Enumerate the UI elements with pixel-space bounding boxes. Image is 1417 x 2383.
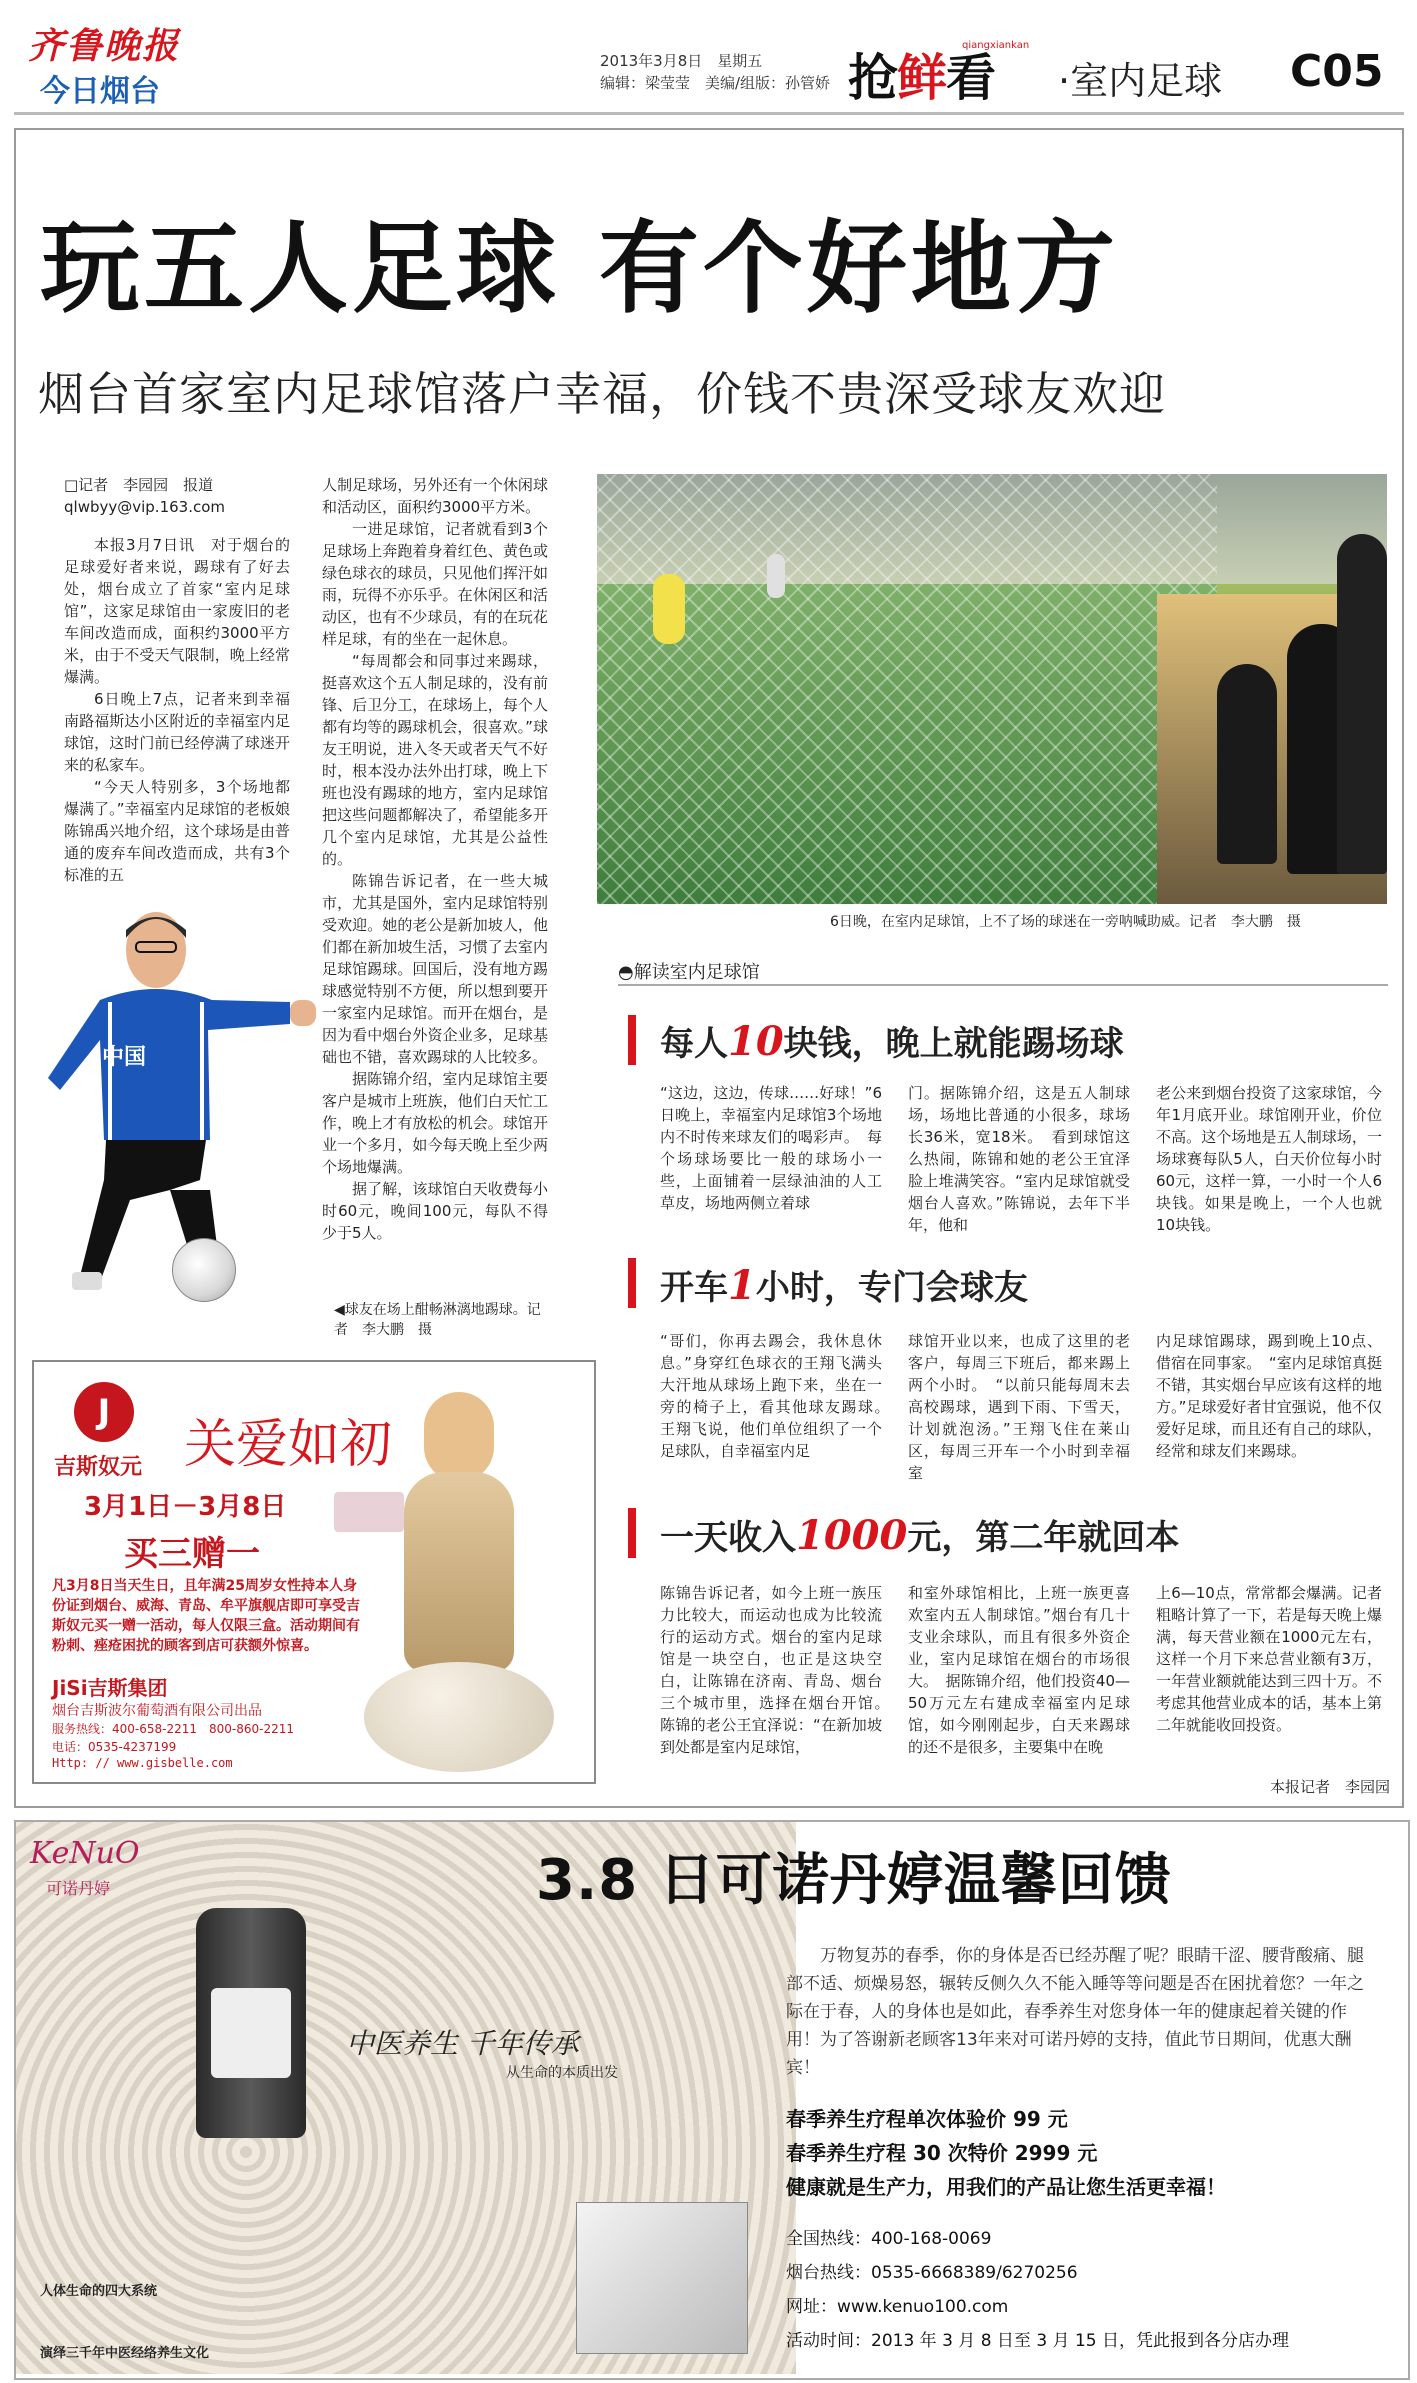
gisbelle-body: 凡3月8日当天生日，且年满25周岁女性持本人身份证到烟台、威海、青岛、牟平旗舰店即可享受吉斯奴元买一赠一活动，每人仅限三盒。活动期间有粉刺、痤疮困扰的顾客到店可获额外惊喜。 bbox=[52, 1578, 360, 1654]
paragraph: 据了解，该球馆白天收费每小时60元，晚间100元，每队不得少于5人。 bbox=[322, 1180, 548, 1242]
edition-name: 今日烟台 bbox=[40, 74, 160, 109]
article-col-1 bbox=[64, 534, 290, 886]
gisbelle-title: 关爱如初 bbox=[184, 1415, 393, 1475]
contact-value: 2013 年 3 月 8 日至 3 月 15 日，凭此报到各分店办理 bbox=[871, 2331, 1289, 2351]
gisbelle-brand: 吉斯奴元 bbox=[54, 1455, 143, 1480]
gisbelle-logo-icon: J bbox=[74, 1382, 134, 1442]
bottle-label bbox=[211, 1988, 291, 2078]
paper-name: 齐鲁晚报 bbox=[28, 25, 181, 67]
sidebar-signoff: 本报记者 李园园 bbox=[1269, 1778, 1390, 1796]
section-1-col-2: 门。据陈锦介绍，这是五人制球场，场地比普通的小很多，球场长36米，宽18米。 看到球馆这么热闹，陈锦和她的老公王宜泽脸上堆满笑容。“室内足球馆就受烟台人喜欢。”陈锦说，去年下半年，他和 bbox=[908, 1084, 1130, 1234]
contact-label: 全国热线： bbox=[786, 2229, 871, 2249]
spectator bbox=[1337, 534, 1387, 874]
kenuo-body: 万物复苏的春季，你的身体是否已经苏醒了呢？眼睛干涩、腰背酸痛、腿部不适、烦燥易怒，辗转反侧久久不能入睡等等问题是否在困扰着您？一年之际在于春，人的身体也是如此，春季养生对您身体一年的健康起着关键的作用！为了答谢新老顾客13年来对可诺丹婷的支持，值此节日期间，优惠大酬宾！ bbox=[786, 1946, 1364, 2078]
kenuo-title: 3.8 日可诺丹婷温馨回馈 bbox=[536, 1848, 1172, 1913]
contact-label: 网址： bbox=[786, 2297, 837, 2317]
gisbelle-phone: 电话：0535-4237199 bbox=[52, 1740, 177, 1754]
brand-char: 抢 bbox=[848, 49, 897, 107]
title-text: 小时，专门会球友 bbox=[755, 1268, 1028, 1308]
gisbelle-company: 烟台吉斯波尔葡萄酒有限公司出品 bbox=[52, 1703, 262, 1719]
title-text: 每人 bbox=[660, 1024, 728, 1064]
section-2-col-1: “哥们，你再去踢会，我休息休息。”身穿红色球衣的王翔飞满头大汗地从球场上跑下来，坐在一旁的椅子上，看其他球友踢球。 王翔飞说，他们单位组织了一个足球队，自幸福室内足 bbox=[660, 1332, 898, 1460]
contact-value: www.kenuo100.com bbox=[837, 2297, 1009, 2317]
gisbelle-offer: 买三赠一 bbox=[124, 1534, 260, 1574]
section-3-col-1: 陈锦告诉记者，如今上班一族压力比较大，而运动也成为比较流行的运动方式。烟台的室内足球馆是一块空白，也正是这块空白，让陈锦在济南、青岛、烟台三个城市里，选择在烟台开馆。 陈锦的老公王宜泽说：“在新加坡到处都是室内足球馆， bbox=[660, 1584, 898, 1756]
gisbelle-dates: 3月1日－3月8日 bbox=[84, 1492, 287, 1522]
paragraph: 一进足球馆，记者就看到3个足球场上奔跑着身着红色、黄色或绿色球衣的球员，只见他们挥汗如雨，玩得不亦乐乎。在休闲区和活动区，也有不少球员，有的在玩花样足球，有的坐在一起休息。 bbox=[322, 520, 548, 648]
system-tagline: 演绎三千年中医经络养生文化 bbox=[40, 2346, 210, 2361]
byline: □记者 李园园 报道 bbox=[64, 476, 214, 494]
product-giftbox bbox=[576, 2202, 748, 2354]
brand-pinyin: qiangxiankan bbox=[962, 40, 1030, 51]
title-text: 一天收入 bbox=[660, 1518, 796, 1558]
section-1-col-3: 老公来到烟台投资了这家球馆，今年1月底开业。球馆刚开业，价位不高。这个场地是五人制球场，一场球赛每队5人，白天价位每小时60元，这样一算，一小时一个人6块钱。如果是晚上，一个人也就10块钱。 bbox=[1156, 1084, 1382, 1234]
title-text: 开车 bbox=[660, 1268, 728, 1308]
soccer-ball bbox=[172, 1238, 236, 1302]
gisbelle-company-logo: JiSi吉斯集团 bbox=[52, 1676, 168, 1700]
gisbelle-url: Http: // www.gisbelle.com bbox=[52, 1756, 233, 1770]
kenuo-logo: KeNuO bbox=[30, 1836, 140, 1871]
product-box bbox=[334, 1492, 404, 1532]
main-photo-caption: 6日晚，在室内足球馆，上不了场的球迷在一旁呐喊助威。记者 李大鹏 摄 bbox=[830, 914, 1301, 930]
editors-line: 编辑：梁莹莹 美编/组版：孙管娇 bbox=[600, 74, 831, 92]
kenuo-logo-cn: 可诺丹婷 bbox=[46, 1879, 111, 1898]
model-figure bbox=[334, 1382, 584, 1772]
player-photo-caption: ◀球友在场上酣畅淋漓地踢球。记者 李大鹏 摄 bbox=[334, 1302, 541, 1338]
paragraph: “每周都会和同事过来踢球，挺喜欢这个五人制足球的，没有前锋、后卫分工，在球场上，每个人都有均等的踢球机会，很喜欢。”球友王明说，进入冬天或者天气不好时，根本没办法外出打球，晚上下班也没有踢球的地方，室内足球馆把这些问题都解决了，希望能多开几个室内足球馆，尤其是公益性的。 bbox=[322, 652, 548, 868]
section-3-col-3: 上6—10点，常常都会爆满。记者粗略计算了一下，若是每天晚上爆满，每天营业额在1000元左右，这样一个月下来总营业额有3万，一年营业额就能达到三四十万。不考虑其他营业成本的话，基本上第二年就能收回投资。 bbox=[1156, 1584, 1382, 1734]
brand-char: 看 bbox=[946, 49, 995, 107]
section-1-col-1: “这边，这边，传球……好球！”6日晚上，幸福室内足球馆3个场地内不时传来球友们的喝彩声。 每个场球场要比一般的球场小一些，上面铺着一层绿油油的人工草皮，场地两侧立着球 bbox=[660, 1084, 882, 1212]
section-title-2 bbox=[660, 1260, 1028, 1309]
kenuo-contacts bbox=[786, 2222, 1289, 2358]
sidebar-label: ◓解读室内足球馆 bbox=[618, 962, 760, 983]
title-number: 10 bbox=[728, 1018, 784, 1065]
player-white bbox=[767, 554, 785, 598]
byline-block bbox=[64, 474, 304, 518]
brand-char-red: 鲜 bbox=[897, 49, 946, 107]
section-marker bbox=[628, 1015, 636, 1065]
paragraph: 据陈锦介绍，室内足球馆主要客户是城市上班族，他们白天忙工作，晚上才有放松的机会。球馆开业一个多月，如今每天晚上至少两个场地爆满。 bbox=[322, 1070, 548, 1176]
header-rule bbox=[14, 112, 1404, 115]
byline-email: qlwbyy@vip.163.com bbox=[64, 498, 226, 516]
title-text: 块钱，晚上就能踢场球 bbox=[783, 1024, 1124, 1064]
offer-item: 春季养生疗程 30 次特价 2999 元 bbox=[786, 2141, 1098, 2165]
section-marker bbox=[628, 1258, 636, 1308]
title-number: 1 bbox=[728, 1262, 756, 1309]
contact-row bbox=[786, 2324, 1289, 2358]
main-photo bbox=[597, 474, 1387, 904]
section-name: ·室内足球 bbox=[1058, 59, 1223, 103]
subheadline: 烟台首家室内足球馆落户幸福，价钱不贵深受球友欢迎 bbox=[38, 367, 1166, 421]
paragraph: “今天人特别多，3个场地都爆满了。”幸福室内足球馆的老板娘陈锦禹兴地介绍，这个球场是由普通的废弃车间改造而成，共有3个标准的五 bbox=[64, 778, 290, 884]
section-title-3 bbox=[660, 1510, 1179, 1559]
kenuo-calligraphy-sub: 从生命的本质出发 bbox=[506, 2065, 618, 2081]
contact-row bbox=[786, 2290, 1289, 2324]
offer-item: 春季养生疗程单次体验价 99 元 bbox=[786, 2107, 1068, 2131]
contact-row bbox=[786, 2256, 1289, 2290]
paragraph: 本报3月7日讯 对于烟台的足球爱好者来说，踢球有了好去处，烟台成立了首家“室内足球馆”，这家足球馆由一家废旧的老车间改造而成，面积约3000平方米，由于不受天气限制，晚上经常爆满。 bbox=[64, 536, 290, 686]
article-col-2 bbox=[322, 474, 548, 1244]
paragraph: 陈锦告诉记者，在一些大城市，尤其是国外，室内足球馆特别受欢迎。她的老公是新加坡人，他们都在新加坡生活，习惯了去室内足球馆踢球。回国后，没有地方踢球感觉特别不方便，所以想到要开一家室内足球馆。而开在烟台，是因为看中烟台外资企业多，足球基础也不错，喜欢踢球的人比较多。 bbox=[322, 872, 548, 1066]
paragraph: 6日晚上7点，记者来到幸福南路福斯达小区附近的幸福室内足球馆，这时门前已经停满了球迷开来的私家车。 bbox=[64, 690, 290, 774]
kenuo-offers bbox=[786, 2102, 1226, 2204]
title-number: 1000 bbox=[796, 1512, 908, 1559]
model-head bbox=[424, 1392, 494, 1482]
jersey-text: 中国 bbox=[102, 1045, 147, 1070]
photo-net bbox=[597, 474, 1217, 904]
player-yellow bbox=[653, 574, 685, 644]
contact-label: 活动时间： bbox=[786, 2331, 871, 2351]
model-ball bbox=[364, 1662, 554, 1772]
section-2-col-3: 内足球馆踢球，踢到晚上10点、借宿在同事家。 “室内足球馆真挺不错，其实烟台早应该有这样的地方。”足球爱好者甘宜强说，他不仅爱好足球，而且还有自己的球队，经常和球友们来踢球。 bbox=[1156, 1332, 1382, 1460]
section-marker bbox=[628, 1508, 636, 1558]
gisbelle-hotline: 服务热线：400-658-2211 800-860-2211 bbox=[52, 1722, 295, 1736]
paragraph: 人制足球场，另外还有一个休闲球和活动区，面积约3000平方米。 bbox=[322, 476, 548, 516]
contact-label: 烟台热线： bbox=[786, 2263, 871, 2283]
contact-value: 0535-6668389/6270256 bbox=[871, 2263, 1078, 2283]
sidebar-rule bbox=[618, 984, 1388, 986]
section-3-col-2: 和室外球馆相比，上班一族更喜欢室内五人制球馆。”烟台有几十支业余球队，而且有很多外资企业，室内足球馆在烟台的市场很大。 据陈锦介绍，他们投资40—50万元左右建成幸福室内足球馆，如今刚刚起步，白天来踢球的还不是很多，主要集中在晚 bbox=[908, 1584, 1130, 1756]
spectator bbox=[1217, 664, 1277, 864]
system-title: 人体生命的四大系统 bbox=[40, 2284, 158, 2299]
contact-row bbox=[786, 2222, 1289, 2256]
issue-date: 2013年3月8日 星期五 bbox=[600, 52, 763, 70]
kenuo-calligraphy: 中医养生 千年传承 bbox=[346, 2027, 579, 2060]
section-2-col-2: 球馆开业以来，也成了这里的老客户，每周三下班后，都来踢上两个小时。 “以前只能每周末去高校踢球，遇到下雨、下雪天，计划就泡汤。”王翔飞住在莱山区，每周三开车一个小时到幸福室 bbox=[908, 1332, 1130, 1482]
headline: 玩五人足球 有个好地方 bbox=[40, 210, 1119, 327]
ad-kenuo bbox=[14, 1820, 1410, 2380]
contact-value: 400-168-0069 bbox=[871, 2229, 992, 2249]
offer-item: 健康就是生产力，用我们的产品让您生活更幸福！ bbox=[786, 2175, 1226, 2199]
title-text: 元，第二年就回本 bbox=[907, 1518, 1180, 1558]
section-title-1 bbox=[660, 1016, 1124, 1065]
page-number: C05 bbox=[1290, 46, 1384, 97]
model-dress bbox=[404, 1472, 514, 1672]
product-bottle bbox=[196, 1908, 306, 2138]
header-meta bbox=[600, 50, 830, 94]
ad-gisbelle bbox=[32, 1360, 596, 1784]
